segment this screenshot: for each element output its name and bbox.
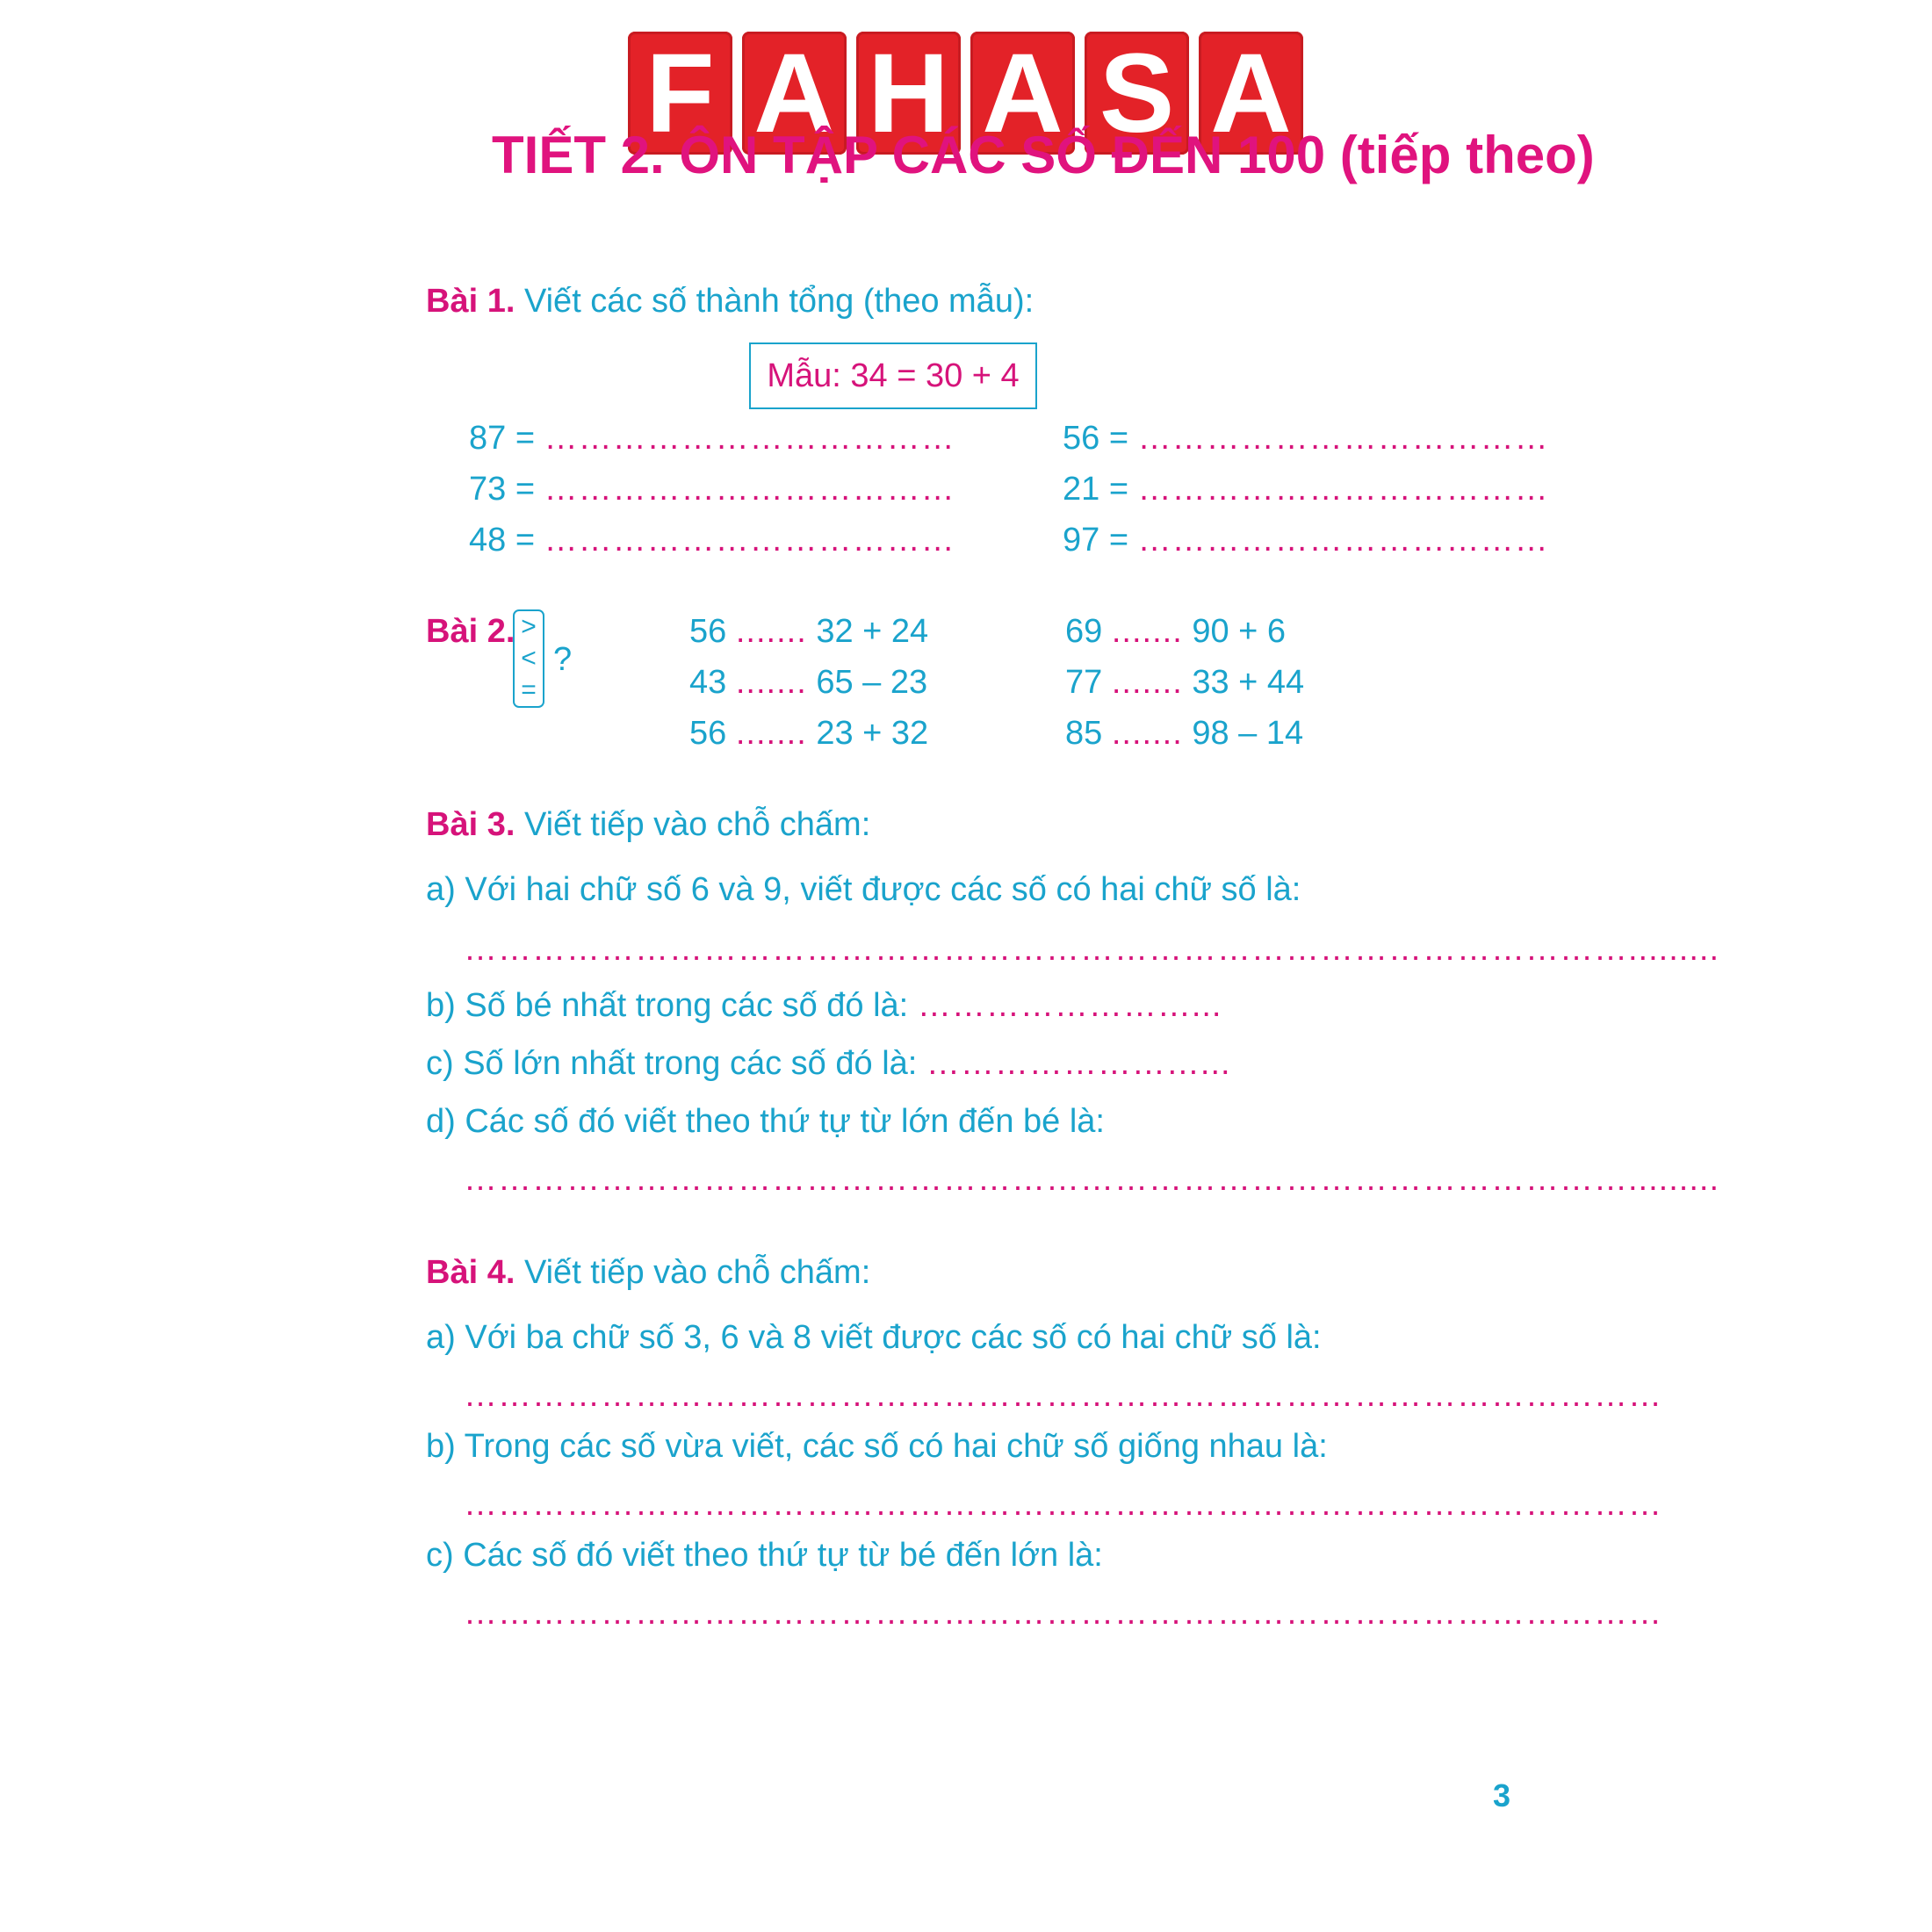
bai2-label: Bài 2. <box>426 613 515 650</box>
logo-letter: S <box>1085 32 1189 155</box>
bai1-label: Bài 1. <box>426 283 515 320</box>
answer-line[interactable]: …………………………………………………………………………………………… <box>464 1595 1662 1632</box>
logo-letter: F <box>628 32 732 155</box>
bai1-left-expr: 48 = <box>469 522 536 559</box>
page-number: 3 <box>1493 1777 1511 1813</box>
bai3-b-text: b) Số bé nhất trong các số đó là: <box>426 987 909 1024</box>
bai4-question-c: c) Các số đó viết theo thứ tự từ bé đến lớn là: <box>426 1537 1103 1574</box>
question-mark: ? <box>553 641 573 678</box>
comparison-signs-box <box>513 609 544 708</box>
sample-box <box>749 342 1037 409</box>
bai1-row <box>1063 471 1549 508</box>
bai2-row <box>689 715 928 753</box>
answer-blank[interactable]: ……………………... <box>926 1045 1231 1082</box>
bai1-row <box>1063 420 1549 458</box>
bai1-row <box>1063 522 1549 559</box>
bai4-question-a: a) Với ba chữ số 3, 6 và 8 viết được các số có hai chữ số là: <box>426 1319 1322 1356</box>
bai3-label: Bài 3. <box>426 806 515 843</box>
answer-blank[interactable]: ……………………………… <box>1137 471 1549 508</box>
bai1-row <box>469 522 955 559</box>
answer-blank[interactable]: ……………………………… <box>1137 522 1549 559</box>
bai2-right-a: 69 <box>1065 613 1103 650</box>
bai2-left-b: 32 + 24 <box>816 613 929 650</box>
bai2-left-b: 23 + 32 <box>816 715 929 752</box>
answer-blank[interactable]: ……………………………… <box>544 420 955 457</box>
compare-blank[interactable]: ....... <box>1111 613 1183 650</box>
bai3-question-c <box>426 1045 1231 1083</box>
bai2-right-a: 77 <box>1065 664 1103 701</box>
answer-line[interactable]: …………………………………………………………………………………………… <box>464 1486 1662 1523</box>
answer-line[interactable]: …………………………………………………………………………………………......... <box>464 931 1720 968</box>
logo-letter: H <box>856 32 961 155</box>
bai2-left-a: 43 <box>689 664 727 701</box>
answer-blank[interactable]: ……………………………… <box>544 522 955 559</box>
bai4-label: Bài 4. <box>426 1254 515 1291</box>
answer-blank[interactable]: ……………………………… <box>544 471 955 508</box>
bai2-row <box>689 613 928 651</box>
bai3-question-a: a) Với hai chữ số 6 và 9, viết được các số có hai chữ số là: <box>426 871 1301 908</box>
compare-blank[interactable]: ....... <box>735 613 807 650</box>
compare-blank[interactable]: ....... <box>735 715 807 752</box>
bai2-left-a: 56 <box>689 613 727 650</box>
bai1-right-expr: 56 = <box>1063 420 1129 457</box>
bai1-left-expr: 73 = <box>469 471 536 508</box>
bai4-question-b: b) Trong các số vừa viết, các số có hai chữ số giống nhau là: <box>426 1428 1328 1465</box>
sample-text: Mẫu: 34 = 30 + 4 <box>767 357 1020 394</box>
answer-line[interactable]: …………………………………………………………………………………………… <box>464 1377 1662 1414</box>
logo-letter: A <box>1199 32 1303 155</box>
bai1-row <box>469 471 955 508</box>
bai1-right-expr: 21 = <box>1063 471 1129 508</box>
page-title <box>492 126 1595 209</box>
bai2-row <box>1065 715 1303 753</box>
equal-sign: = <box>521 675 537 704</box>
bai3-c-text: c) Số lớn nhất trong các số đó là: <box>426 1045 918 1082</box>
answer-blank[interactable]: ……………………………… <box>1137 420 1549 457</box>
bai2-row <box>1065 664 1304 702</box>
bai1-instruction: Viết các số thành tổng (theo mẫu): <box>523 283 1034 320</box>
greater-sign: > <box>521 612 537 641</box>
bai2-right-b: 90 + 6 <box>1192 613 1287 650</box>
logo-letter: A <box>970 32 1075 155</box>
bai2-row <box>689 664 927 702</box>
answer-blank[interactable]: ……………………... <box>917 987 1222 1024</box>
bai4-instruction: Viết tiếp vào chỗ chấm: <box>523 1254 871 1291</box>
bai3-heading <box>426 806 870 844</box>
compare-blank[interactable]: ....... <box>1111 715 1183 752</box>
bai2-right-a: 85 <box>1065 715 1103 752</box>
bai2-row <box>1065 613 1286 651</box>
bai1-left-expr: 87 = <box>469 420 536 457</box>
bai1-heading <box>426 283 1034 321</box>
logo-letter: A <box>742 32 847 155</box>
bai3-question-d: d) Các số đó viết theo thứ tự từ lớn đến bé là: <box>426 1103 1105 1140</box>
bai2-left-a: 56 <box>689 715 727 752</box>
bai2-left-b: 65 – 23 <box>816 664 928 701</box>
bai3-instruction: Viết tiếp vào chỗ chấm: <box>523 806 871 843</box>
bai1-row <box>469 420 955 458</box>
bai4-heading <box>426 1254 870 1292</box>
bai2-right-b: 33 + 44 <box>1192 664 1305 701</box>
less-sign: < <box>521 644 537 673</box>
answer-line[interactable]: …………………………………………………………………………………………......... <box>464 1161 1720 1198</box>
page-title-text: TIẾT 2. ÔN TẬP CÁC SỐ ĐẾN 100 (tiếp theo) <box>492 126 1595 184</box>
compare-blank[interactable]: ....... <box>735 664 807 701</box>
bai3-question-b <box>426 987 1222 1025</box>
bai1-right-expr: 97 = <box>1063 522 1129 559</box>
compare-blank[interactable]: ....... <box>1111 664 1183 701</box>
bai2-right-b: 98 – 14 <box>1192 715 1304 752</box>
